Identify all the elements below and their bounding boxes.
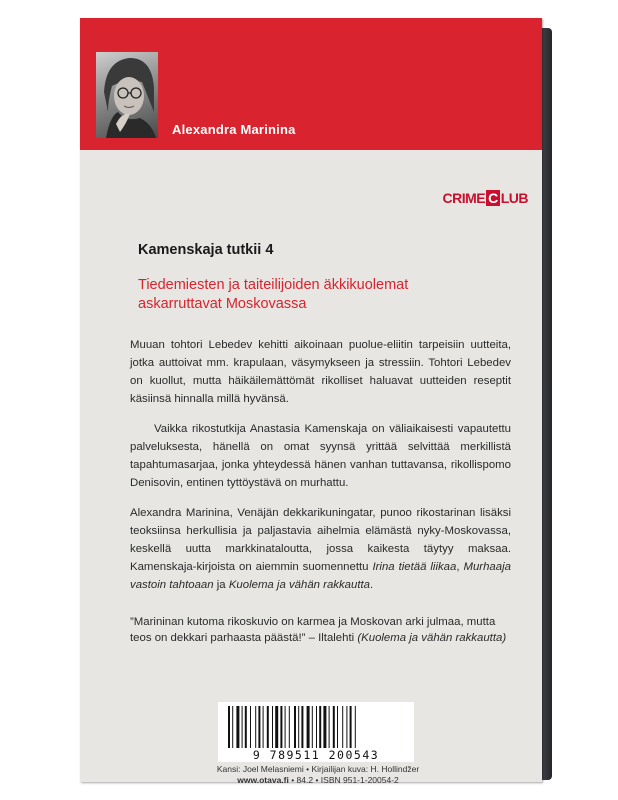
book-title-2: Murhaaja vastoin tahtoaan: [130, 561, 511, 591]
book-title-3: Kuolema ja vähän rakkautta: [228, 579, 371, 591]
credits-line-2: [198, 775, 438, 786]
book-back-cover: [80, 18, 542, 785]
red-header-band: [80, 18, 542, 150]
credits-isbn: • 84.2 • ISBN 951-1-20054-2: [288, 775, 399, 785]
review-quote: [130, 614, 511, 646]
logo-lub: LUB: [500, 190, 528, 206]
blurb-paragraph-3: [130, 504, 511, 594]
p3-text-a: Alexandra Marinina, Venäjän dekkarikuningatar, punoo rikostarinan lisäksi teoksiinsa herkullisia ja paljastavia aihelmia elämästä nyky-Moskovassa, keskellä uutta markkinataloutta, jossa kaikesta täytyy maksaa. Kamenskaja-kirjoista on aiemmin suomennettu: [130, 507, 511, 573]
logo-box-c: C: [488, 190, 498, 206]
barcode-number: 9 789511 200543: [252, 748, 380, 762]
logo-letter-c: C: [442, 190, 453, 206]
blurb-body: [130, 336, 511, 606]
credits-line-1: Kansi: Joel Melasniemi • Kirjailijan kuva: H. Hollindžer: [216, 764, 420, 774]
p3-text-d: .: [370, 579, 374, 591]
crime-club-logo: [442, 190, 528, 206]
barcode-bars-icon: [228, 706, 404, 748]
quote-text: ”Marininan kutoma rikoskuvio on karmea ja Moskovan arki julmaa, mutta teos on dekkari parhaasta päästä!”: [130, 616, 496, 644]
p3-text-b: ,: [456, 561, 464, 573]
publisher-url: www.otava.fi: [237, 775, 289, 785]
quote-separator: –: [305, 632, 319, 644]
blurb-paragraph-2: Vaikka rikostutkija Anastasia Kamenskaja on väliaikaisesti vapautettu palveluksesta, hänellä on omat syynsä yrittää selvittää merkillistä tapahtumasarjaa, jonka yhteydessä hänen vanhan tuttavansa, rikollispomo Denisovin, entinen tyttöystävä on murhattu.: [130, 423, 511, 489]
tagline-line-2: askarruttavat Moskovassa: [138, 296, 307, 312]
logo-rime: RIME: [452, 190, 486, 206]
p3-text-c: ja: [213, 579, 229, 591]
tagline: [138, 276, 498, 314]
blurb-paragraph-1: Muuan tohtori Lebedev kehitti aikoinaan puolue-eliitin tarpeisiin uutteita, jotka auttoivat mm. krapulaan, väsymykseen ja stressiin. Tohtori Lebedev on kuollut, mutta häikäilemättömät rikolliset haluavat uutteiden reseptit käsiinsä hinnalla millä hyvänsä.: [130, 339, 511, 405]
author-portrait: [96, 52, 158, 138]
credits: [198, 764, 438, 786]
author-name: Alexandra Marinina: [172, 122, 296, 137]
quote-source-title: (Kuolema ja vähän rakkautta): [357, 632, 507, 644]
book-title-1: Irina tietää liikaa: [372, 561, 457, 573]
tagline-line-1: Tiedemiesten ja taiteilijoiden äkkikuolemat: [138, 277, 409, 293]
isbn-barcode: [218, 702, 414, 762]
quote-source: Iltalehti: [318, 632, 355, 644]
series-title: Kamenskaja tutkii 4: [138, 242, 274, 258]
